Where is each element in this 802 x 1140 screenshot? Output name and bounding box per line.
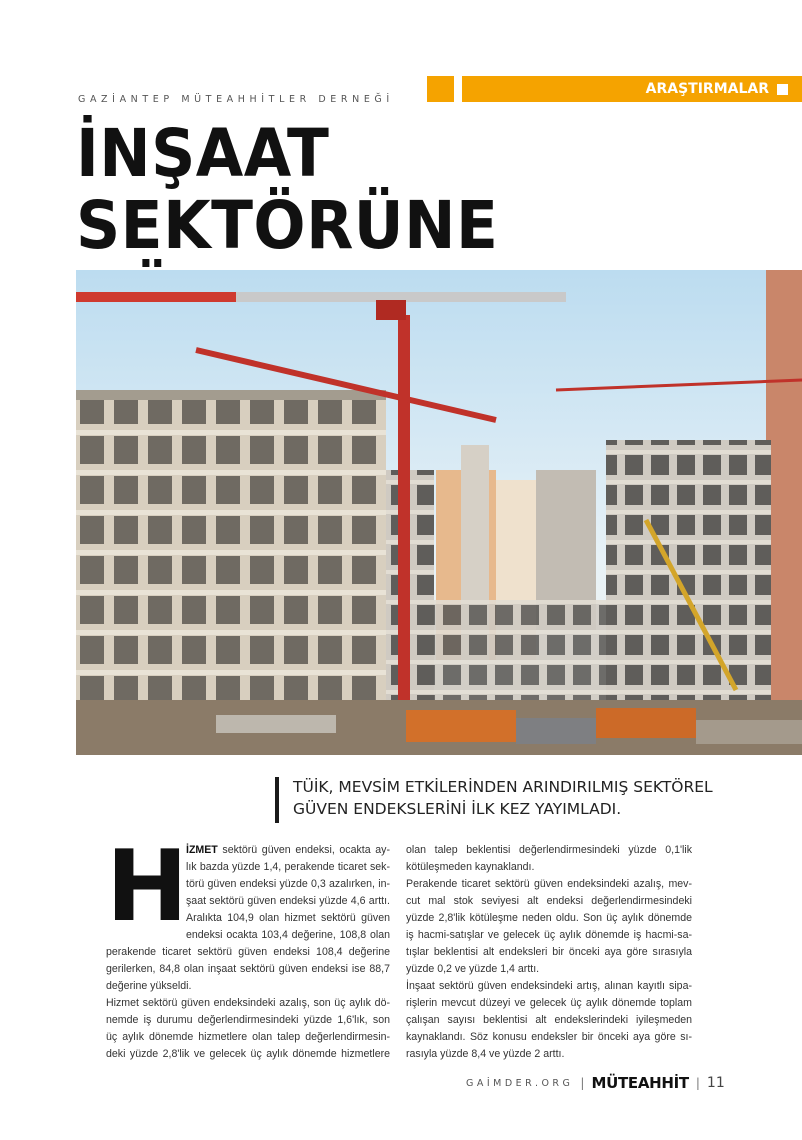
body-line: törü güven endeksi yüzde 0,3 azalırken, in- [186, 878, 390, 890]
body-line: İnşaat sektörü güven endeksindeki artış, alınan kayıtlı sipa- [406, 980, 692, 992]
org-name: GAZİANTEP MÜTEAHHİTLER DERNEĞİ [78, 94, 394, 105]
body-line: Aralıkta 104,9 olan hizmet sektörü güven [186, 912, 390, 924]
body-line: rasıyla yüzde 8,4 ve yüzde 2 arttı. [406, 1048, 565, 1060]
body-line: değerine yükseldi. [106, 980, 192, 992]
body-line: yüzde 0,2 ve yüzde 1,4 arttı. [406, 963, 540, 975]
footer-brand: MÜTEAHHİT [591, 1074, 689, 1092]
body-line: deki yüzde 2,8'lik ve gelecek üç aylık dönemde hizmetlere [106, 1048, 390, 1060]
lead-word: İZMET [186, 844, 218, 856]
body-line: yüzde 2,8'lik kötüleşme neden oldu. Son üç aylık dönemde [406, 912, 692, 924]
footer-divider: | [580, 1076, 585, 1090]
body-column-left [106, 830, 390, 1063]
body-line: Perakende ticaret sektörü güven endeksindeki azalış, mev- [406, 878, 692, 890]
deck-line: TÜİK, MEVSİM ETKİLERİNDEN ARINDIRILMIŞ SEKTÖREL [293, 778, 713, 796]
section-banner [462, 76, 802, 102]
body-line: gerilerken, 84,8 olan inşaat sektörü güven endeksi ise 88,7 [106, 963, 390, 975]
square-icon [777, 84, 788, 95]
body-line: cut mal stok seviyesi alt endeksi değerlendirmesindeki [406, 895, 692, 907]
deck-line: GÜVEN ENDEKSLERİNİ İLK KEZ YAYIMLADI. [293, 800, 622, 818]
body-line: lık bazda yüzde 1,4, perakende ticaret sek- [186, 861, 390, 873]
body-line: Hizmet sektörü güven endeksindeki azalış, son üç aylık dö- [106, 997, 390, 1009]
accent-bar-small [427, 76, 454, 102]
body-line: olan talep beklentisi değerlendirmesindeki yüzde 0,1'lik [406, 844, 692, 856]
footer-site[interactable]: GAİMDER.ORG [466, 1077, 574, 1089]
body-line: kötüleşmeden kaynaklandı. [406, 861, 535, 873]
headline-line: İNŞAAT SEKTÖRÜNE [76, 115, 499, 264]
drop-cap: H [106, 830, 189, 944]
body-column-right [406, 842, 692, 1063]
footer-divider: | [695, 1076, 700, 1090]
construction-photo [76, 270, 802, 755]
body-line: çalışan sayısı beklentisi alt endekslerindeki iyileşmeden [406, 1014, 692, 1026]
deck-rule [275, 777, 279, 823]
body-line: iş hacmi-satışlar ve gelecek üç aylık dönemde iş hacmi-sa- [406, 929, 692, 941]
body-line: endeksi ocakta 103,4 değerine, 108,8 olan [186, 929, 390, 941]
section-label: ARAŞTIRMALAR [645, 81, 769, 97]
article-deck [293, 776, 713, 820]
body-line: kaynaklandı. Söz konusu endeksler bir önceki aya göre sı- [406, 1031, 692, 1043]
page-number: 11 [706, 1075, 725, 1091]
page-footer [466, 1074, 725, 1092]
body-line: nemde iş durumu değerlendirmesindeki yüzde 1,6'lık, son [106, 1014, 390, 1026]
body-line: tışlar beklentisi alt endeksleri bir önceki aya göre sırasıyla [406, 946, 692, 958]
body-line: İZMET sektörü güven endeksi, ocakta ay- [186, 844, 390, 856]
body-line: şaat sektörü güven endeksi yüzde 4,6 arttı. [186, 895, 390, 907]
body-line: perakende ticaret sektörü güven endeksi 108,4 değerine [106, 946, 390, 958]
body-line: üç aylık dönemde hizmetlere olan talep değerlendirmesin- [106, 1031, 390, 1043]
body-line: rişlerin mevcut düzeyi ve gelecek üç aylık dönemde toplam [406, 997, 692, 1009]
